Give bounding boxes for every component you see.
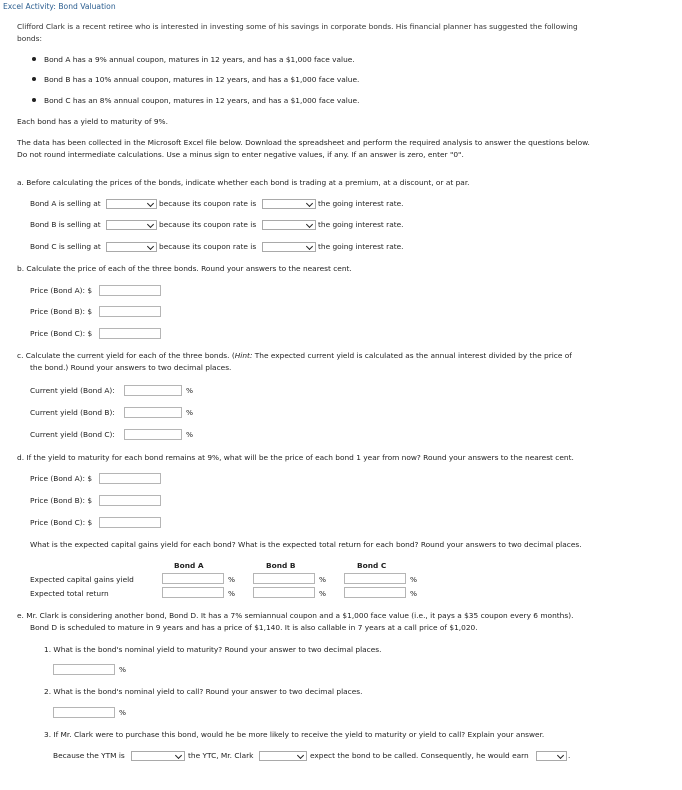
future-price-bond-a-label: Price (Bond A): $ [30,474,93,483]
chevron-down-icon [306,243,313,250]
current-yield-bond-b-input[interactable] [124,407,182,418]
price-bond-a-input[interactable] [99,285,161,296]
chevron-down-icon [297,752,304,759]
part-d-question2: What is the expected capital gains yield for each bond? What is the expected total return for each bond? Round your answers to two decimal places. [30,540,582,549]
current-yield-bond-a-input[interactable] [124,385,182,396]
percent-unit: % [228,589,236,598]
would-earn-select[interactable] [536,751,567,761]
percent-unit: % [119,665,127,674]
bullet-icon [32,77,36,81]
final-lead-label: Because the YTM is [53,751,125,760]
chevron-down-icon [175,752,182,759]
part-b-prompt: b. Calculate the price of each of the three bonds. Round your answers to the nearest cent. [17,264,352,273]
intro-text-line2: bonds: [17,34,42,43]
bullet-icon [32,98,36,102]
percent-unit: % [228,575,236,584]
chevron-down-icon [147,221,154,228]
bond-a-selling-label: Bond A is selling at [30,199,101,208]
chevron-down-icon [147,243,154,250]
bond-c-coupon-compare-select[interactable] [262,242,316,252]
capital-gains-yield-label: Expected capital gains yield [30,575,134,584]
bond-c-tail-label: the going interest rate. [318,242,404,251]
bond-c-coupon-label: because its coupon rate is [159,242,257,251]
price-bond-c-label: Price (Bond C): $ [30,329,93,338]
part-a-prompt: a. Before calculating the prices of the bonds, indicate whether each bond is trading at a premium, at a discount, or at par. [17,178,470,187]
table-header-bond-b: Bond B [266,561,296,570]
total-return-bond-a-input[interactable] [162,587,224,598]
chevron-down-icon [147,200,154,207]
table-header-bond-a: Bond A [174,561,204,570]
price-bond-a-label: Price (Bond A): $ [30,286,93,295]
bond-c-selling-label: Bond C is selling at [30,242,101,251]
part-e-q2: 2. What is the bond's nominal yield to call? Round your answer to two decimal places. [44,687,363,696]
instructions-line2: Do not round intermediate calculations. Use a minus sign to enter negative values, if any. If an answer is zero, enter "0". [17,150,464,159]
chevron-down-icon [557,752,564,759]
future-price-bond-c-input[interactable] [99,517,161,528]
bond-b-selling-label: Bond B is selling at [30,220,101,229]
percent-unit: % [186,408,194,417]
page-title: Excel Activity: Bond Valuation [3,2,116,11]
future-price-bond-a-input[interactable] [99,473,161,484]
clark-expect-select[interactable] [259,751,307,761]
part-e-q3: 3. If Mr. Clark were to purchase this bond, would he be more likely to receive the yield to maturity or yield to call? Explain your answer. [44,730,545,739]
price-bond-b-label: Price (Bond B): $ [30,307,93,316]
ytm-statement: Each bond has a yield to maturity of 9%. [17,117,168,126]
nominal-ytm-input[interactable] [53,664,115,675]
future-price-bond-b-input[interactable] [99,495,161,506]
ytm-vs-ytc-select[interactable] [131,751,185,761]
part-c-prompt: c. Calculate the current yield for each of the three bonds. (Hint: The expected current yield is calculated as the annual interest divided by the price of [17,351,572,360]
percent-unit: % [410,575,418,584]
capital-gains-yield-bond-c-input[interactable] [344,573,406,584]
final-end-label: expect the bond to be called. Consequently, he would earn [310,751,529,760]
percent-unit: % [319,589,327,598]
bond-a-premium-discount-select[interactable] [106,199,157,209]
percent-unit: % [186,386,194,395]
percent-unit: % [410,589,418,598]
bond-list-item: Bond A has a 9% annual coupon, matures in 12 years, and has a $1,000 face value. [32,55,355,65]
part-e-q1: 1. What is the bond's nominal yield to maturity? Round your answer to two decimal places. [44,645,382,654]
current-yield-bond-b-label: Current yield (Bond B): [30,408,115,417]
total-return-label: Expected total return [30,589,109,598]
percent-unit: % [119,708,127,717]
future-price-bond-b-label: Price (Bond B): $ [30,496,93,505]
percent-unit: % [186,430,194,439]
bond-a-tail-label: the going interest rate. [318,199,404,208]
part-e-prompt-line2: Bond D is scheduled to mature in 9 years and has a price of $1,140. It is also callable in 7 years at a call price of $1,020. [30,623,478,632]
chevron-down-icon [306,200,313,207]
price-bond-c-input[interactable] [99,328,161,339]
capital-gains-yield-bond-b-input[interactable] [253,573,315,584]
future-price-bond-c-label: Price (Bond C): $ [30,518,93,527]
chevron-down-icon [306,221,313,228]
part-e-prompt-line1: e. Mr. Clark is considering another bond, Bond D. It has a 7% semiannual coupon and a $1,000 face value (i.e., it pays a $35 coupon every 6 months). [17,611,574,620]
current-yield-bond-a-label: Current yield (Bond A): [30,386,115,395]
percent-unit: % [319,575,327,584]
bond-b-tail-label: the going interest rate. [318,220,404,229]
bond-b-premium-discount-select[interactable] [106,220,157,230]
total-return-bond-b-input[interactable] [253,587,315,598]
final-mid-label: the YTC, Mr. Clark [188,751,254,760]
current-yield-bond-c-input[interactable] [124,429,182,440]
bond-c-premium-discount-select[interactable] [106,242,157,252]
bond-b-coupon-compare-select[interactable] [262,220,316,230]
bond-a-coupon-label: because its coupon rate is [159,199,257,208]
bond-b-coupon-label: because its coupon rate is [159,220,257,229]
total-return-bond-c-input[interactable] [344,587,406,598]
final-period: . [568,751,571,760]
bond-list-item: Bond C has an 8% annual coupon, matures in 12 years, and has a $1,000 face value. [32,96,359,106]
part-c-prompt-line2: the bond.) Round your answers to two decimal places. [30,363,232,372]
current-yield-bond-c-label: Current yield (Bond C): [30,430,115,439]
table-header-bond-c: Bond C [357,561,387,570]
intro-text-line1: Clifford Clark is a recent retiree who is interested in investing some of his savings in corporate bonds. His financial planner has suggested the following [17,22,578,31]
bond-a-coupon-compare-select[interactable] [262,199,316,209]
part-d-prompt: d. If the yield to maturity for each bond remains at 9%, what will be the price of each bond 1 year from now? Round your answers to the nearest cent. [17,453,574,462]
capital-gains-yield-bond-a-input[interactable] [162,573,224,584]
nominal-ytc-input[interactable] [53,707,115,718]
bullet-icon [32,57,36,61]
bond-list-item: Bond B has a 10% annual coupon, matures in 12 years, and has a $1,000 face value. [32,75,359,85]
price-bond-b-input[interactable] [99,306,161,317]
instructions-line1: The data has been collected in the Microsoft Excel file below. Download the spreadsheet and perform the required analysis to answer the questions below. [17,138,590,147]
